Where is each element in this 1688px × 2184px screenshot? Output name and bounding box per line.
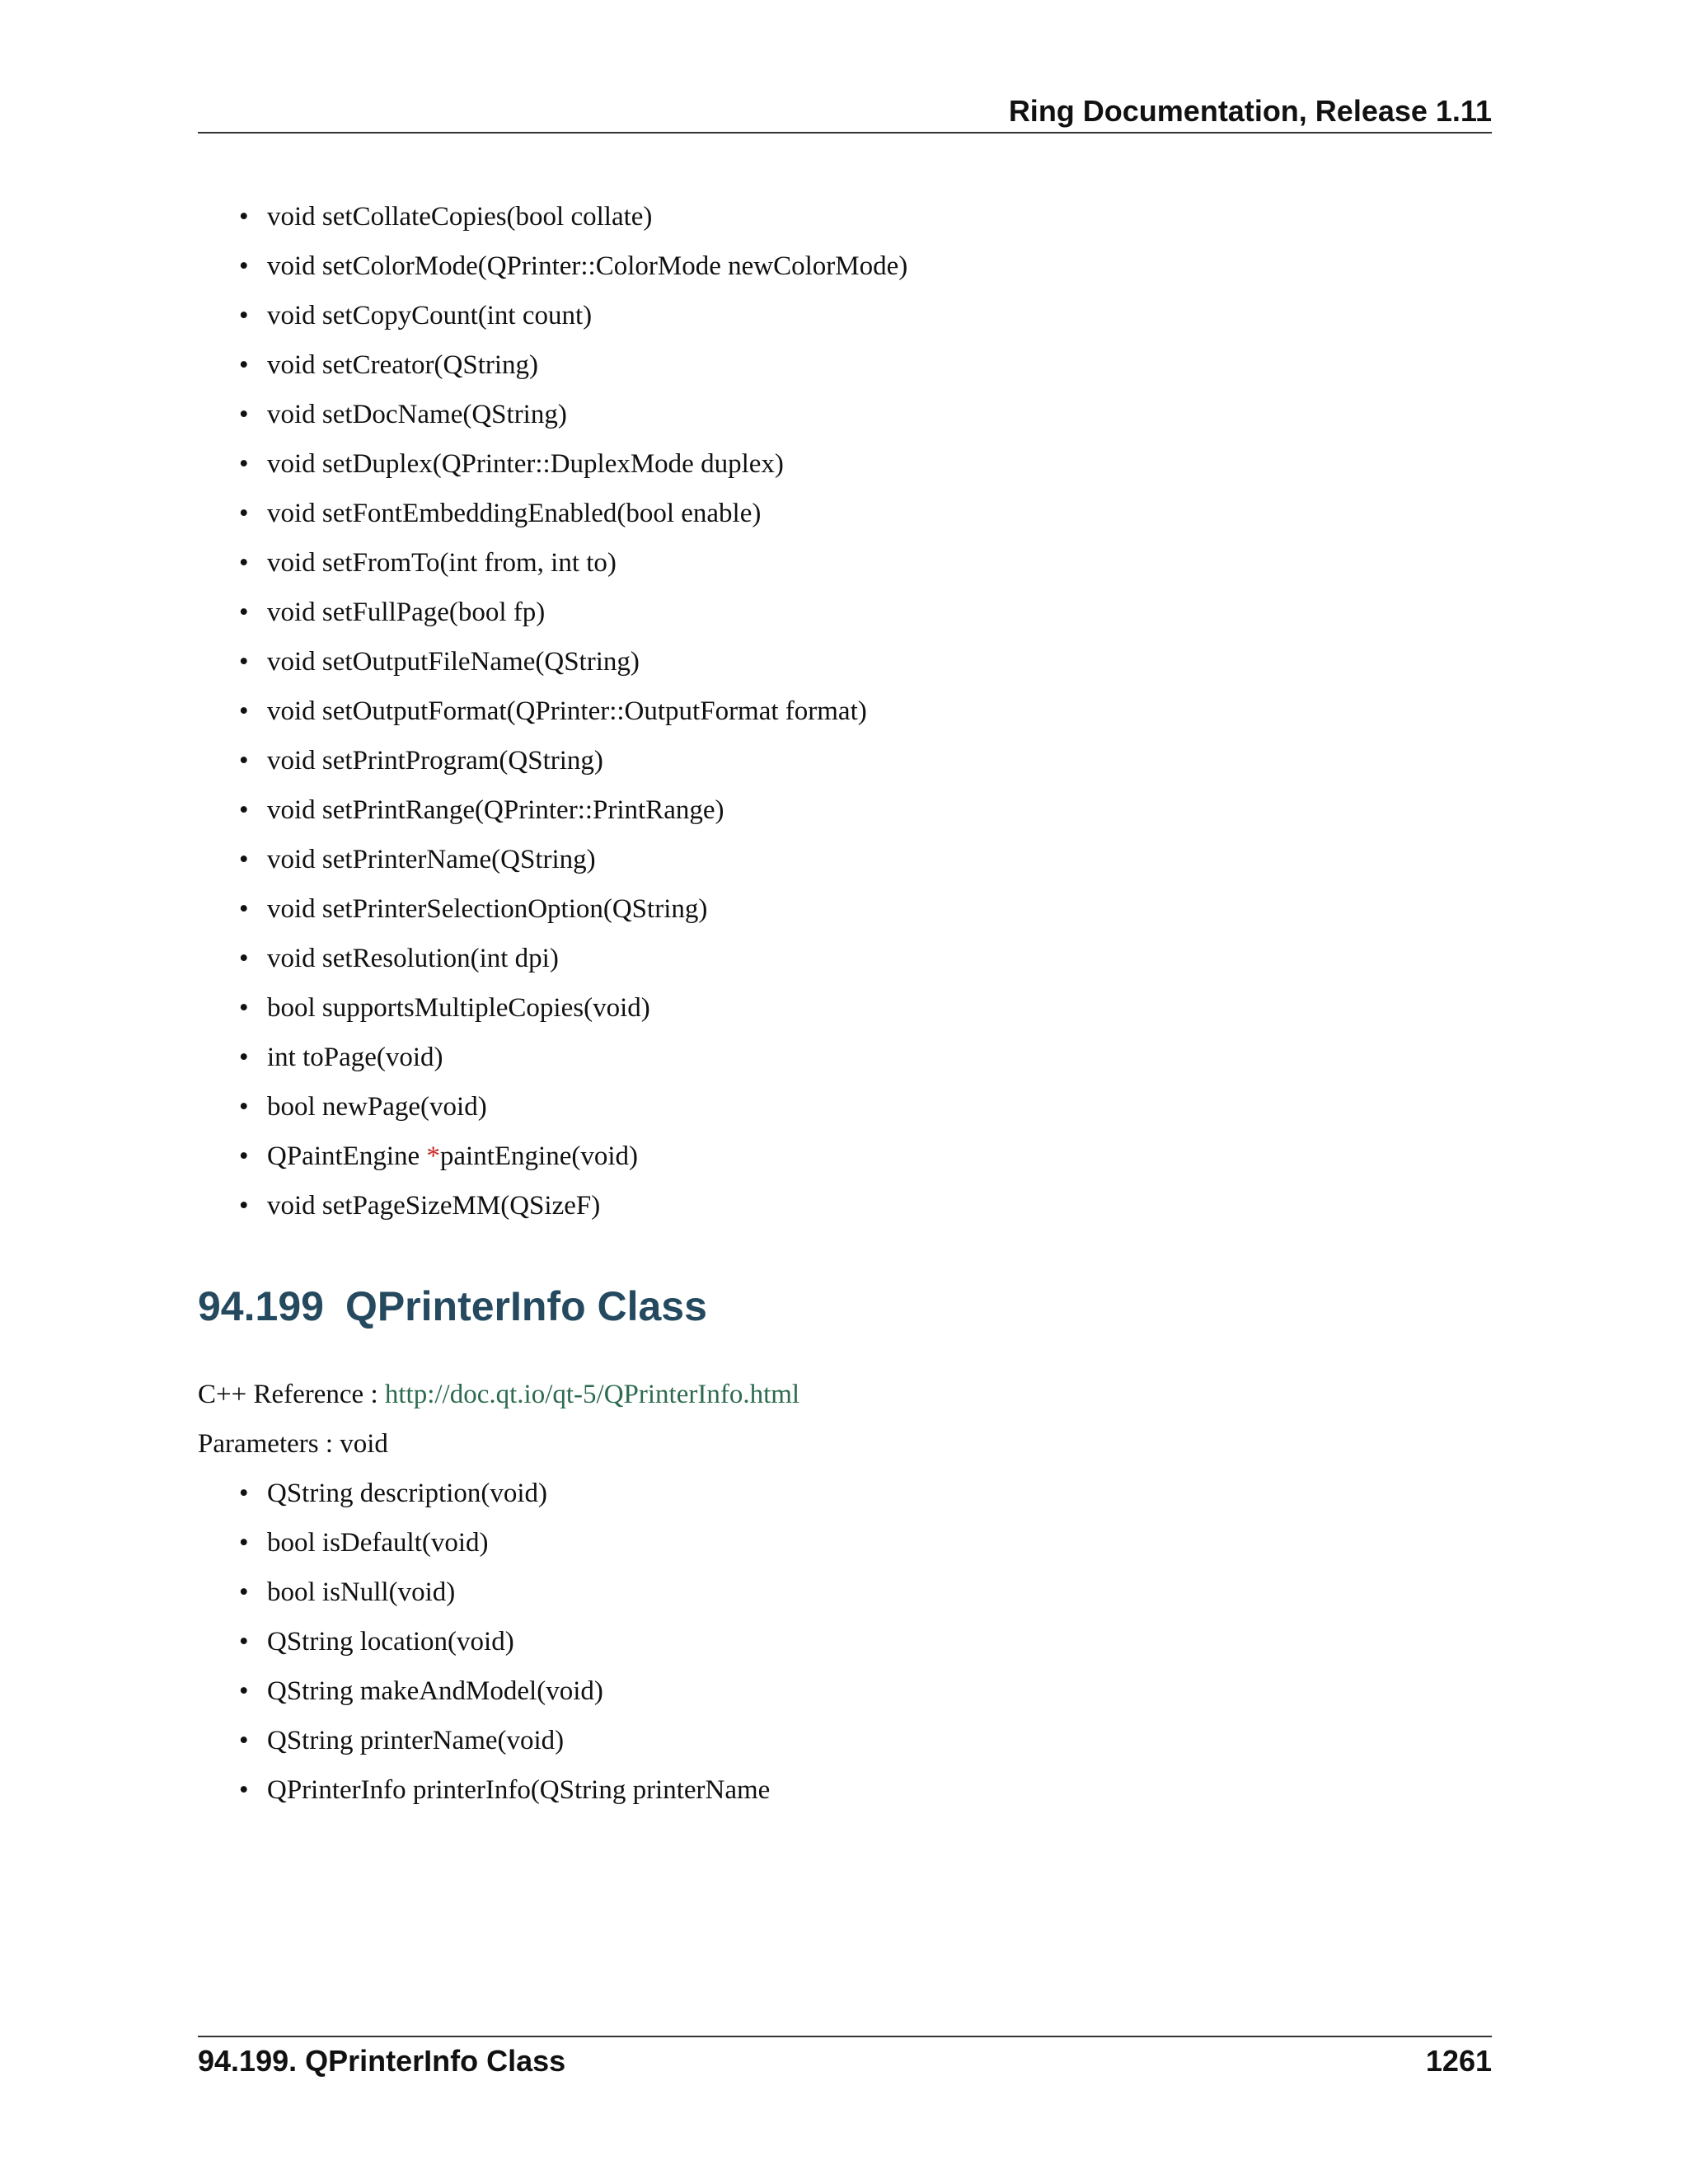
cpp-reference [198,1378,799,1411]
method-signature: bool isDefault(void) [267,1528,489,1558]
section-number: 94.199 [198,1283,324,1329]
method-signature: int toPage(void) [267,1043,443,1072]
parameters-line: Parameters : void [198,1429,388,1459]
method-signature: void setFromTo(int from, int to) [267,548,617,578]
method-signature: void setPrintProgram(QString) [267,746,603,776]
method-signature: void setColorMode(QPrinter::ColorMode newColorMode) [267,251,908,281]
bullet-icon: • [239,350,249,380]
list-item [241,1625,770,1675]
list-item [241,1774,770,1823]
method-list-qprinterinfo [241,1477,770,1823]
list-item [241,349,907,398]
list-item [241,299,907,349]
list-item [241,1189,907,1239]
bullet-icon: • [239,1726,249,1755]
list-item [241,1090,907,1140]
section-heading [198,1282,707,1331]
bullet-icon: • [239,1528,249,1558]
bullet-icon: • [239,1191,249,1221]
method-signature [267,1141,638,1171]
page-footer [198,2036,1492,2085]
list-item [241,645,907,695]
bullet-icon: • [239,1141,249,1171]
bullet-icon: • [239,1577,249,1607]
bullet-icon: • [239,449,249,479]
bullet-icon: • [239,598,249,627]
bullet-icon: • [239,795,249,825]
method-signature: void setPageSizeMM(QSizeF) [267,1191,601,1221]
bullet-icon: • [239,1092,249,1122]
section-title: QPrinterInfo Class [345,1283,707,1329]
method-signature: void setFullPage(bool fp) [267,598,546,627]
list-item [241,1576,770,1625]
method-signature: QString makeAndModel(void) [267,1676,603,1706]
method-signature: void setCopyCount(int count) [267,301,593,330]
list-item [241,1477,770,1526]
method-signature: void setDuplex(QPrinter::DuplexMode duplex) [267,449,784,479]
method-signature: QString description(void) [267,1479,548,1508]
bullet-icon: • [239,548,249,578]
list-item [241,448,907,497]
list-item [241,398,907,448]
bullet-icon: • [239,746,249,776]
page-header [198,91,1492,134]
method-signature: bool newPage(void) [267,1092,487,1122]
method-signature: void setResolution(int dpi) [267,944,559,973]
list-item [241,596,907,645]
list-item [241,991,907,1041]
bullet-icon: • [239,400,249,429]
list-item [241,497,907,546]
list-item [241,744,907,794]
method-signature: void setPrinterName(QString) [267,845,596,874]
bullet-icon: • [239,1627,249,1657]
method-signature: void setFontEmbeddingEnabled(bool enable) [267,499,762,528]
method-signature: void setPrintRange(QPrinter::PrintRange) [267,795,724,825]
footer-section: 94.199. QPrinterInfo Class [198,2044,566,2078]
bullet-icon: • [239,944,249,973]
bullet-icon: • [239,1043,249,1072]
list-item [241,794,907,843]
method-signature: bool supportsMultipleCopies(void) [267,993,650,1023]
list-item [241,1526,770,1576]
method-signature: bool isNull(void) [267,1577,456,1607]
method-signature: void setDocName(QString) [267,400,567,429]
method-signature: void setCreator(QString) [267,350,539,380]
bullet-icon: • [239,499,249,528]
method-signature: void setCollateCopies(bool collate) [267,202,653,232]
bullet-icon: • [239,1479,249,1508]
list-item [241,942,907,991]
bullet-icon: • [239,845,249,874]
bullet-icon: • [239,301,249,330]
reference-link[interactable]: http://doc.qt.io/qt-5/QPrinterInfo.html [384,1380,800,1409]
method-list-qprinter [241,200,907,1239]
header-title: Ring Documentation, Release 1.11 [1008,94,1492,128]
signature-suffix: paintEngine(void) [439,1141,639,1171]
method-signature: void setOutputFileName(QString) [267,647,640,677]
method-signature: QString printerName(void) [267,1726,565,1755]
list-item [241,546,907,596]
list-item [241,843,907,893]
method-signature: QString location(void) [267,1627,514,1657]
list-item [241,1675,770,1724]
bullet-icon: • [239,696,249,726]
method-signature: void setPrinterSelectionOption(QString) [267,894,708,924]
list-item [241,200,907,250]
list-item [241,1140,907,1189]
bullet-icon: • [239,647,249,677]
list-item [241,893,907,942]
list-item [241,1041,907,1090]
reference-label: C++ Reference : [198,1380,385,1409]
list-item [241,1724,770,1774]
signature-prefix: QPaintEngine [267,1141,427,1171]
bullet-icon: • [239,202,249,232]
bullet-icon: • [239,251,249,281]
bullet-icon: • [239,1775,249,1805]
pointer-asterisk: * [426,1141,440,1171]
bullet-icon: • [239,993,249,1023]
method-signature: void setOutputFormat(QPrinter::OutputFormat format) [267,696,867,726]
list-item [241,695,907,744]
method-signature: QPrinterInfo printerInfo(QString printerName [267,1775,771,1805]
bullet-icon: • [239,1676,249,1706]
bullet-icon: • [239,894,249,924]
page-number: 1261 [1425,2044,1492,2078]
list-item [241,250,907,299]
